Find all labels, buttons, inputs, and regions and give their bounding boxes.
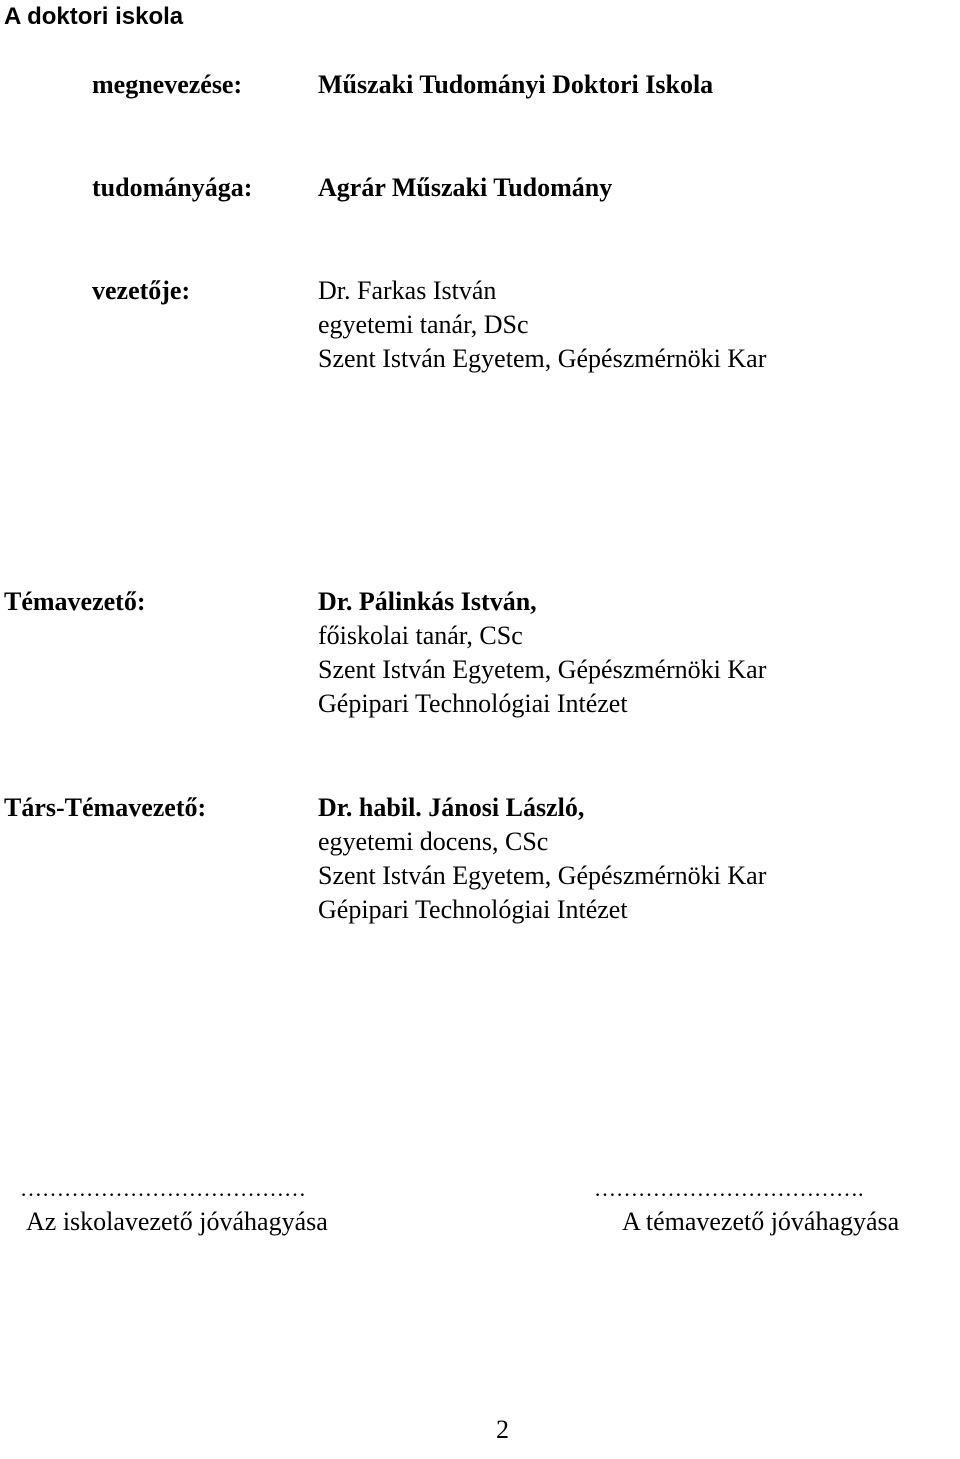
section-title: A doktori iskola xyxy=(4,3,184,30)
supervisor-institute: Gépipari Technológiai Intézet xyxy=(318,689,628,718)
supervisor-title: főiskolai tanár, CSc xyxy=(318,621,523,650)
left-signature-caption: Az iskolavezető jóváhagyása xyxy=(26,1207,328,1236)
supervisor-label: Témavezető: xyxy=(4,587,146,616)
school-head-affiliation: Szent István Egyetem, Gépészmérnöki Kar xyxy=(318,344,767,373)
right-signature-line: ………………………………. xyxy=(594,1176,864,1201)
school-head-label: vezetője: xyxy=(92,276,191,305)
supervisor-affiliation: Szent István Egyetem, Gépészmérnöki Kar xyxy=(318,655,767,684)
supervisor-name: Dr. Pálinkás István, xyxy=(318,587,537,616)
co-supervisor-institute: Gépipari Technológiai Intézet xyxy=(318,895,628,924)
school-head-title: egyetemi tanár, DSc xyxy=(318,310,529,339)
co-supervisor-label: Társ-Témavezető: xyxy=(4,793,207,822)
left-signature-line: ………………………………… xyxy=(20,1176,306,1201)
school-name-value: Műszaki Tudományi Doktori Iskola xyxy=(318,70,714,99)
school-field-value: Agrár Műszaki Tudomány xyxy=(318,173,613,202)
school-field-label: tudományága: xyxy=(92,173,253,202)
co-supervisor-name: Dr. habil. Jánosi László, xyxy=(318,793,585,822)
co-supervisor-affiliation: Szent István Egyetem, Gépészmérnöki Kar xyxy=(318,861,767,890)
school-name-label: megnevezése: xyxy=(92,70,243,99)
right-signature-caption: A témavezető jóváhagyása xyxy=(622,1207,900,1236)
page-number: 2 xyxy=(496,1415,509,1444)
school-head-name: Dr. Farkas István xyxy=(318,276,497,305)
co-supervisor-title: egyetemi docens, CSc xyxy=(318,827,549,856)
